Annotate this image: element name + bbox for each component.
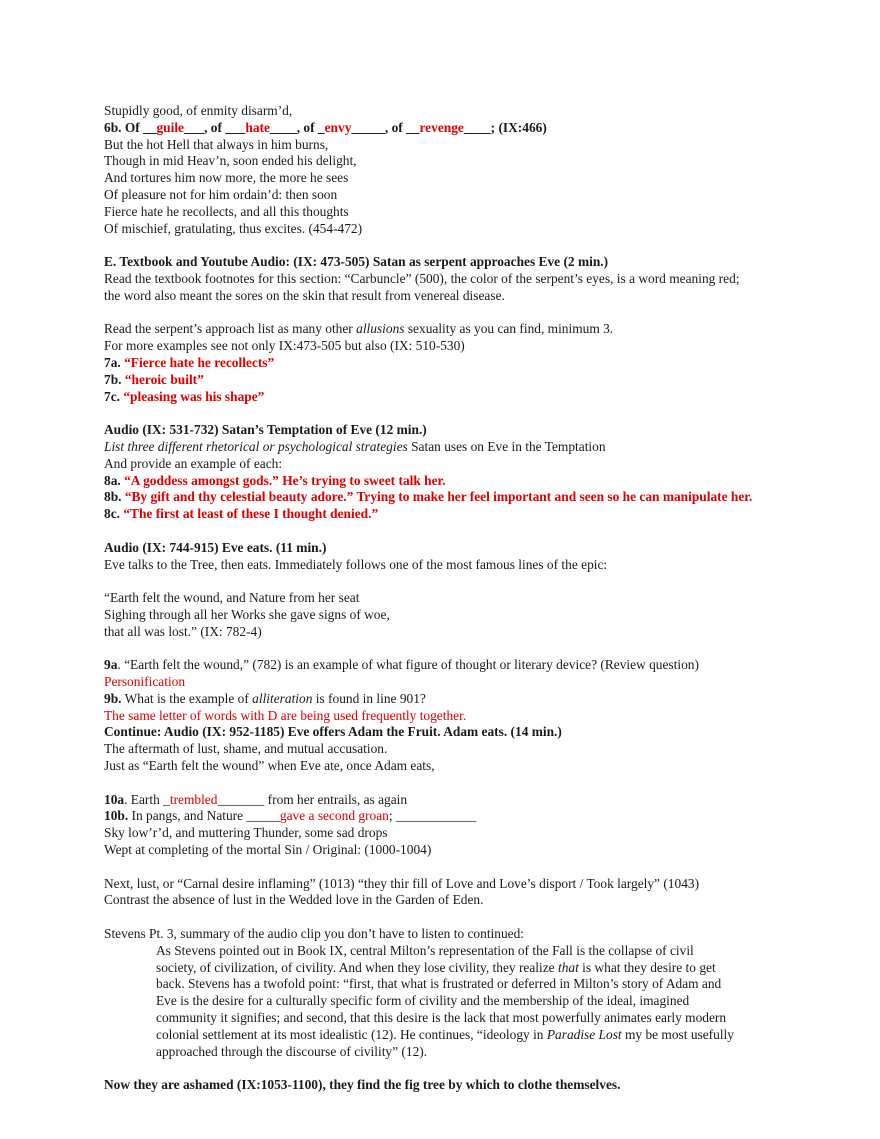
paragraph: Read the textbook footnotes for this section: “Carbuncle” (500), the color of the serpent’s eyes, is a word meaning red; [104,270,740,286]
poem-line: Though in mid Heav’n, soon ended his delight, [104,153,357,169]
answer-text: “By gift and thy celestial beauty adore.” Trying to make her feel important and seen so he can manipulate her. [121,489,753,505]
quote-line: “Earth felt the wound, and Nature from her seat [104,590,360,606]
question-number: 7c. [104,388,120,404]
quote-line: back. Stevens has a twofold point: “first, that what is frustrated or deferred in Milton’s story of Adam and [156,976,722,992]
paragraph [104,439,834,456]
answer-9b: The same letter of words with D are being used frequently together. [104,707,467,723]
text: Read the serpent’s approach list as many other [104,321,357,337]
document-page [104,103,834,1094]
answer-7b [104,372,834,389]
paragraph [104,321,834,338]
blank-text: ____, of _ [269,119,325,135]
question-9a [104,657,834,674]
temptation-heading: Audio (IX: 531-732) Satan’s Temptation of Eve (12 min.) [104,422,427,438]
paragraph: Just as “Earth felt the wound” when Eve ate, once Adam eats, [104,758,435,774]
answer-text: “A goddess amongst gods.” He’s trying to sweet talk her. [120,472,446,488]
poem-line: Sky low’r’d, and muttering Thunder, some sad drops [104,825,388,841]
italic-text: alliteration [252,690,313,706]
answer-trembled: trembled [169,791,218,807]
blank-text: In pangs, and Nature _____ [128,808,280,824]
paragraph: And provide an example of each: [104,455,283,471]
poem-line: Of mischief, gratulating, thus excites. (454-472) [104,220,363,236]
section-e-heading: E. Textbook and Youtube Audio: (IX: 473-505) Satan as serpent approaches Eve (2 min.) [104,254,609,270]
answer-7c [104,389,834,406]
poem-line: Of pleasure not for him ordain’d: then soon [104,186,338,202]
italic-text: List three different rhetorical or psychological strategies [104,438,408,454]
blank-text: _____, of __ [351,119,420,135]
question-number: 8c. [104,506,120,522]
question-number: 6b. [104,119,122,135]
answer-revenge: revenge [419,119,464,135]
question-6b [104,120,834,137]
answer-text: “The first at least of these I thought denied.” [120,506,379,522]
question-9b [104,691,834,708]
question-text: What is the example of [121,690,253,706]
question-10a [104,792,834,809]
poem-line: Wept at completing of the mortal Sin / Original: (1000-1004) [104,842,432,858]
poem-line: But the hot Hell that always in him burns, [104,136,329,152]
answer-9a: Personification [104,674,186,690]
italic-text: Paradise Lost [546,1026,622,1042]
paragraph: the word also meant the sores on the skin that result from venereal disease. [104,287,505,303]
text: Satan uses on Eve in the Temptation [407,438,606,454]
blank-text: ___, of ___ [184,119,246,135]
question-number: 7b. [104,371,122,387]
answer-text: “Fierce hate he recollects” [120,354,275,370]
answer-text: “heroic built” [121,371,204,387]
text: colonial settlement at its most idealistic (12). He continues, “ideology in [156,1026,547,1042]
text: is what they desire to get [578,959,716,975]
paragraph: Next, lust, or “Carnal desire inflaming” (1013) “they thir fill of Love and Love’s disport / Took largely” (1043) [104,875,700,891]
answer-7a [104,355,834,372]
blank-text: Of __ [121,119,157,135]
quote-line: As Stevens pointed out in Book IX, central Milton’s representation of the Fall is the collapse of civil [156,942,694,958]
question-text: is found in line 901? [312,690,426,706]
answer-8b [104,489,834,506]
poem-line: Fierce hate he recollects, and all this thoughts [104,203,349,219]
answer-text: “pleasing was his shape” [120,388,265,404]
eve-eats-heading: Audio (IX: 744-915) Eve eats. (11 min.) [104,539,327,555]
quote-line: Sighing through all her Works she gave signs of woe, [104,606,390,622]
quote-line: community it signifies; and second, that this desire is the lack that most powerfully animates early modern [156,1010,727,1026]
question-text: . “Earth felt the wound,” (782) is an example of what figure of thought or literary device? (Review question) [117,657,699,673]
question-number: 9a [104,657,118,673]
paragraph: For more examples see not only IX:473-505 but also (IX: 510-530) [104,338,465,354]
quote-line [156,960,834,977]
answer-envy: envy [324,119,352,135]
question-number: 7a. [104,354,121,370]
poem-line: Stupidly good, of enmity disarm’d, [104,103,293,118]
question-number: 10a [104,791,125,807]
blank-text: _______ from her entrails, as again [217,791,408,807]
paragraph: The aftermath of lust, shame, and mutual accusation. [104,741,388,757]
stevens-block-quote [156,943,834,1061]
poem-line: And tortures him now more, the more he sees [104,170,349,186]
blank-text: . Earth _ [124,791,170,807]
answer-hate: hate [245,119,270,135]
paragraph: Contrast the absence of lust in the Wedded love in the Garden of Eden. [104,892,484,908]
quote-line: that all was lost.” (IX: 782-4) [104,623,262,639]
text: sexuality as you can find, minimum 3. [404,321,614,337]
answer-8a [104,473,834,490]
italic-text: allusions [356,321,405,337]
text: my be most usefully [621,1026,734,1042]
quote-line: Eve is the desire for a culturally specific form of civility and the membership of the ideal, imagined [156,993,690,1009]
answer-second-groan: gave a second groan [279,808,389,824]
question-number: 9b. [104,690,122,706]
paragraph: Eve talks to the Tree, then eats. Immediately follows one of the most famous lines of the epic: [104,556,608,572]
quote-line [156,1027,834,1044]
question-number: 8b. [104,489,122,505]
quote-line: approached through the discourse of civility” (12). [156,1043,428,1059]
italic-text: that [557,959,579,975]
question-10b [104,808,834,825]
question-number: 10b. [104,808,129,824]
answer-8c [104,506,834,523]
question-number: 8a. [104,472,121,488]
final-heading: Now they are ashamed (IX:1053-1100), they find the fig tree by which to clothe themselves. [104,1077,621,1093]
adam-eats-heading: Continue: Audio (IX: 952-1185) Eve offers Adam the Fruit. Adam eats. (14 min.) [104,724,562,740]
blank-text: ; ____________ [388,808,477,824]
stevens-intro: Stevens Pt. 3, summary of the audio clip you don’t have to listen to continued: [104,926,525,942]
blank-text: ____; (IX:466) [463,119,547,135]
answer-guile: guile [156,119,184,135]
text: society, of civilization, of civility. And when they lose civility, they realize [156,959,558,975]
